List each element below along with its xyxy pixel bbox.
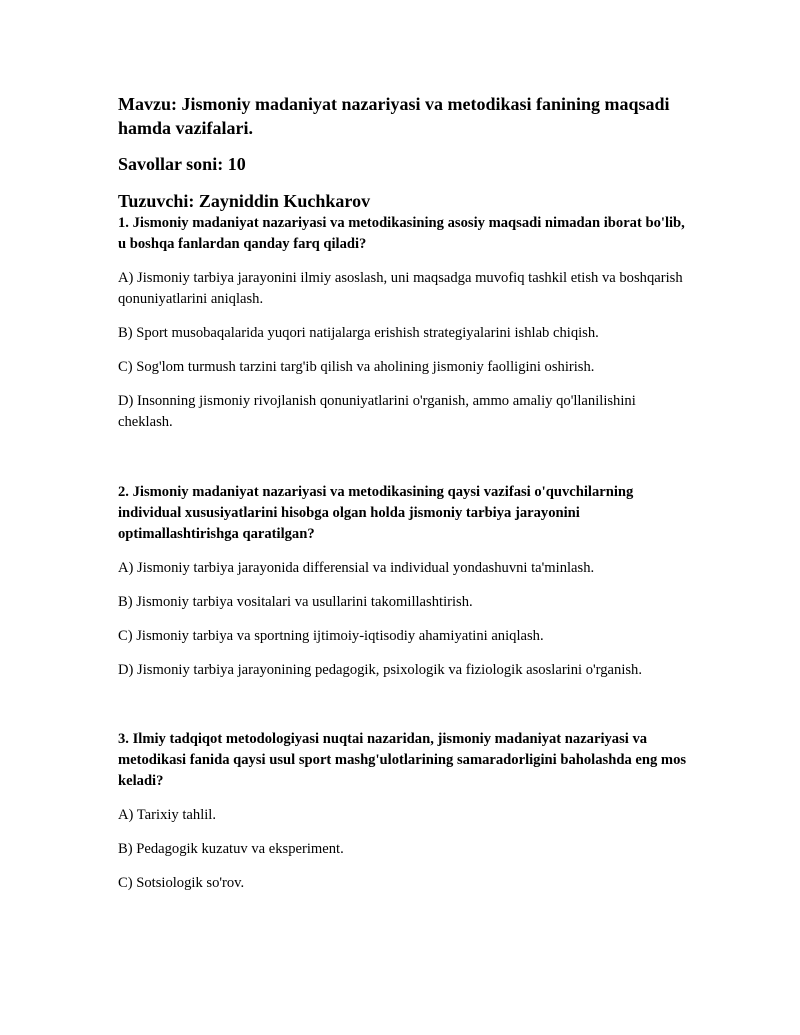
answer-option-c: C) Jismoniy tarbiya va sportning ijtimoiy-iqtisodiy ahamiyatini aniqlash. (118, 628, 544, 644)
author-line: Tuzuvchi: Zayniddin Kuchkarov (118, 191, 371, 211)
question-block-3 (118, 729, 690, 894)
answer-option-d: D) Jismoniy tarbiya jarayonining pedagogik, psixologik va fiziologik asoslarini o'rganish. (118, 662, 643, 678)
answer-option-d: D) Insonning jismoniy rivojlanish qonuniyatlarini o'rganish, ammo amaliy qo'llanilishini cheklash. (118, 393, 636, 430)
answer-option-b: B) Jismoniy tarbiya vositalari va usullarini takomillashtirish. (118, 594, 473, 610)
answer-option-c: C) Sog'lom turmush tarzini targ'ib qilish va aholining jismoniy faolligini oshirish. (118, 359, 595, 375)
question-block-1 (118, 213, 690, 433)
answer-option-a: A) Tarixiy tahlil. (118, 807, 217, 823)
question-text: 2. Jismoniy madaniyat nazariyasi va metodikasining qaysi vazifasi o'quvchilarning individual xususiyatlarini hisobga olgan holda jismoniy tarbiya jarayonini optimallashtirishga qaratilgan? (118, 484, 634, 542)
document-content (118, 92, 690, 907)
answer-option-a: A) Jismoniy tarbiya jarayonida differensial va individual yondashuvni ta'minlash. (118, 560, 595, 576)
answer-option-a: A) Jismoniy tarbiya jarayonini ilmiy asoslash, uni maqsadga muvofiq tashkil etish va boshqarish qonuniyatlarini aniqlash. (118, 270, 683, 307)
question-text: 1. Jismoniy madaniyat nazariyasi va metodikasining asosiy maqsadi nimadan iborat bo'lib, u boshqa fanlardan qanday farq qiladi? (118, 215, 685, 252)
document-title: Mavzu: Jismoniy madaniyat nazariyasi va metodikasi fanining maqsadi hamda vazifalari. (118, 94, 670, 138)
answer-option-c: C) Sotsiologik so'rov. (118, 875, 245, 891)
answer-option-b: B) Pedagogik kuzatuv va eksperiment. (118, 841, 344, 857)
answer-option-b: B) Sport musobaqalarida yuqori natijalarga erishish strategiyalarini ishlab chiqish. (118, 325, 599, 341)
question-text: 3. Ilmiy tadqiqot metodologiyasi nuqtai nazaridan, jismoniy madaniyat nazariyasi va metodikasi fanida qaysi usul sport mashg'ulotlarining samaradorligini baholashda eng mos keladi? (118, 731, 687, 789)
question-count: Savollar soni: 10 (118, 154, 246, 174)
question-block-2 (118, 482, 690, 681)
